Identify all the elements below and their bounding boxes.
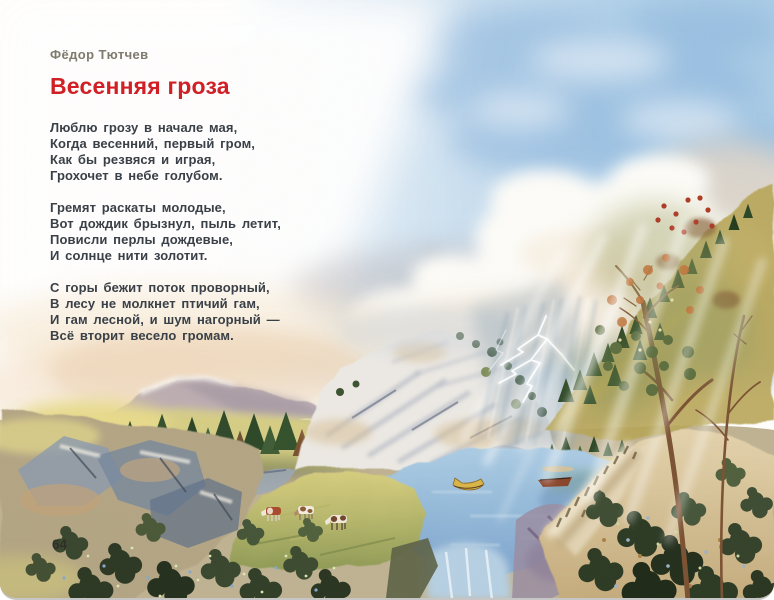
poem bbox=[50, 120, 390, 344]
poem-line: С горы бежит поток проворный, bbox=[50, 279, 270, 295]
poem-line: В лесу не молкнет птичий гам, bbox=[50, 295, 260, 311]
poem-line: И гам лесной, и шум нагорный — bbox=[50, 311, 280, 327]
poem-line: Грохочет в небе голубом. bbox=[50, 167, 223, 183]
poem-line: Как бы резвяся и играя, bbox=[50, 151, 216, 167]
poem-block bbox=[50, 47, 390, 360]
stanza bbox=[50, 280, 390, 344]
poem-line: Люблю грозу в начале мая, bbox=[50, 119, 238, 135]
poem-title: Весенняя гроза bbox=[50, 72, 230, 99]
author-name: Фёдор Тютчев bbox=[50, 47, 149, 62]
poem-line: И солнце нити золотит. bbox=[50, 247, 208, 263]
poem-line: Повисли перлы дождевые, bbox=[50, 231, 233, 247]
poem-line: Гремят раскаты молодые, bbox=[50, 199, 226, 215]
stanza bbox=[50, 200, 390, 264]
stanza bbox=[50, 120, 390, 184]
poem-line: Вот дождик брызнул, пыль летит, bbox=[50, 215, 281, 231]
page-number: 64 bbox=[52, 537, 68, 552]
poem-line: Всё вторит весело громам. bbox=[50, 327, 234, 343]
poem-line: Когда весенний, первый гром, bbox=[50, 135, 256, 151]
